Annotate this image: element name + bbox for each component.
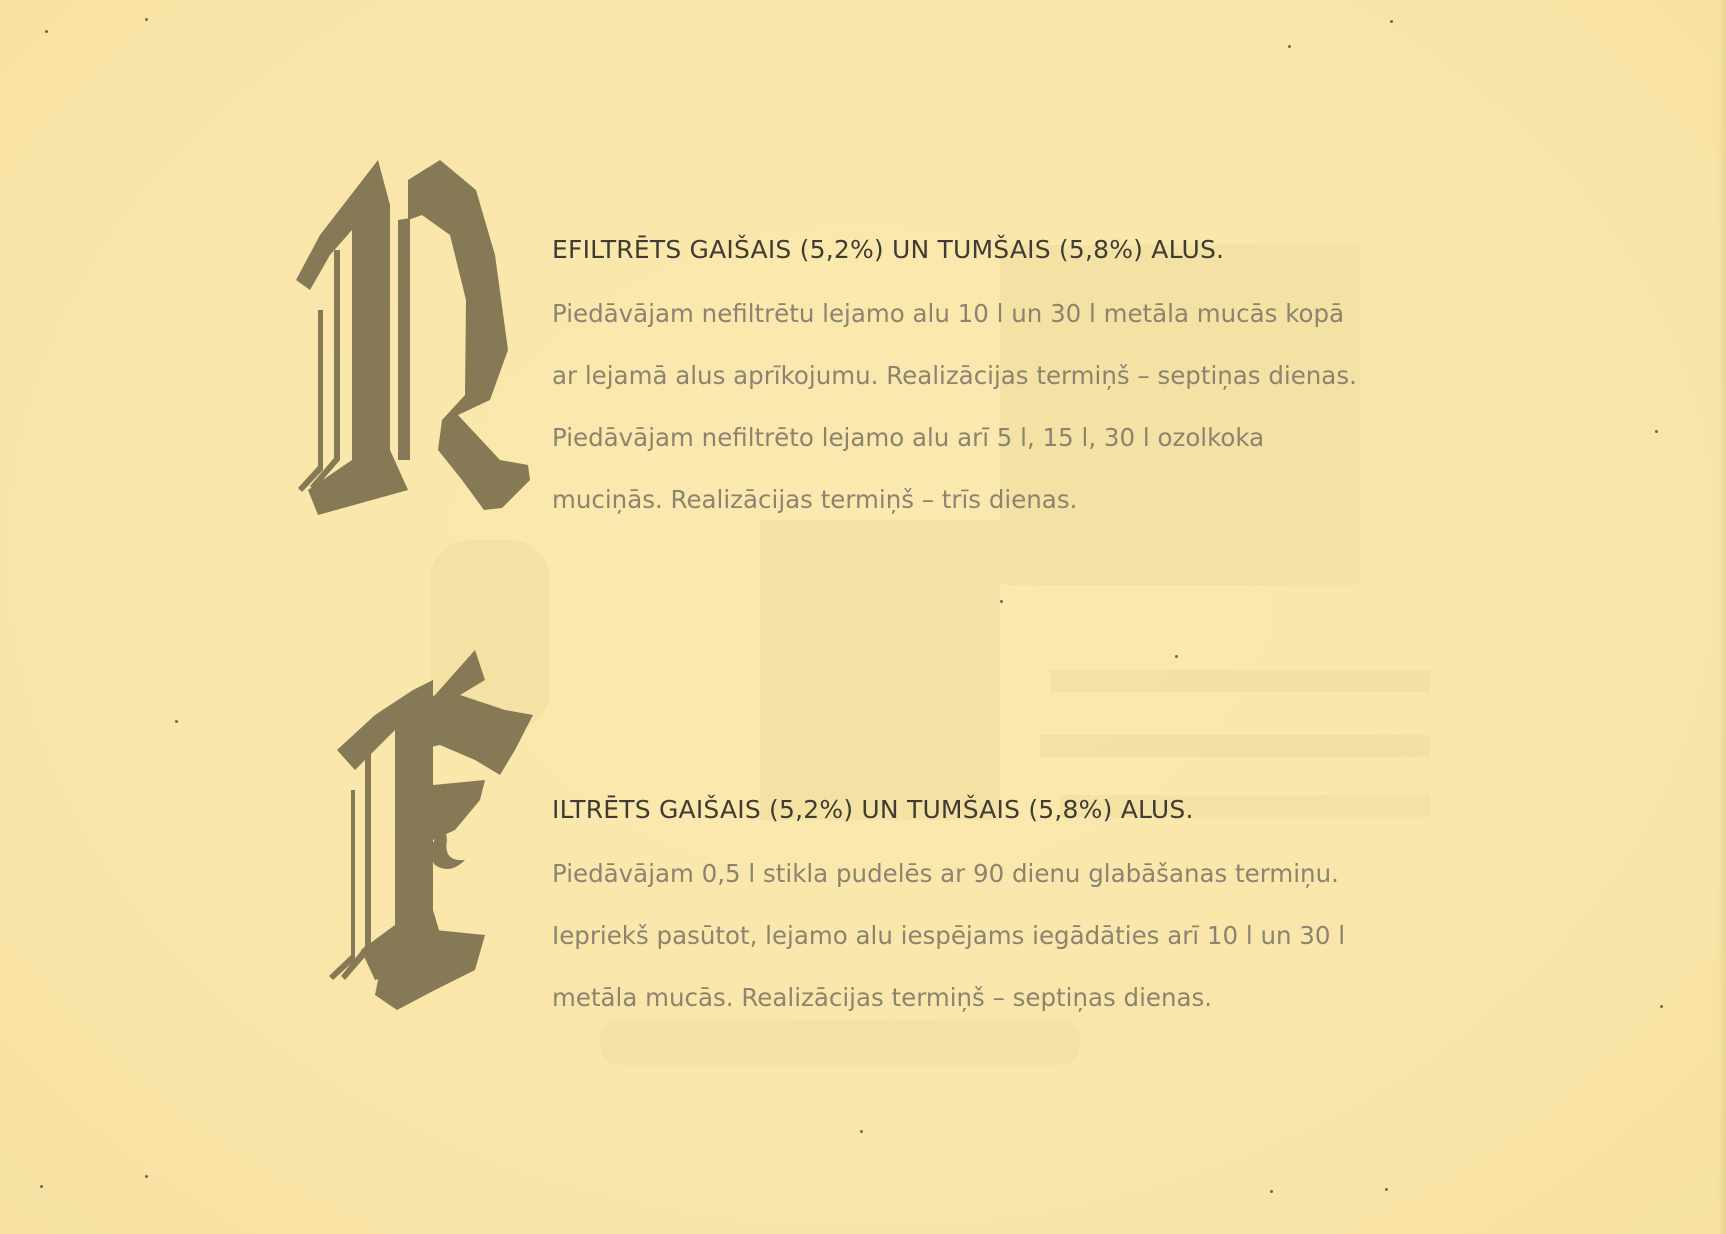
paper-speck — [1385, 1188, 1388, 1191]
paper-speck — [45, 30, 48, 33]
blackletter-n-icon — [290, 160, 530, 520]
paper-speck — [175, 720, 178, 723]
section-unfiltered-beer — [552, 235, 1552, 531]
paper-speck — [1270, 1190, 1273, 1193]
paper-speck — [1175, 655, 1178, 658]
body-line: Iepriekš pasūtot, lejamo alu iespējams iegādāties arī 10 l un 30 l — [552, 921, 1346, 950]
paper-speck — [1288, 45, 1291, 48]
paper-speck — [1000, 600, 1003, 603]
body-line: ar lejamā alus aprīkojumu. Realizācijas termiņš – septiņas dienas. — [552, 361, 1357, 390]
paper-speck — [1655, 430, 1658, 433]
body-line: muciņās. Realizācijas termiņš – trīs dienas. — [552, 485, 1078, 514]
blackletter-f-icon — [325, 650, 535, 1015]
body-line: Piedāvājam 0,5 l stikla pudelēs ar 90 dienu glabāšanas termiņu. — [552, 859, 1339, 888]
section-heading: EFILTRĒTS GAIŠAIS (5,2%) UN TUMŠAIS (5,8%) ALUS. — [552, 235, 1225, 264]
body-line: Piedāvājam nefiltrēto lejamo alu arī 5 l, 15 l, 30 l ozolkoka — [552, 423, 1265, 452]
section-heading: ILTRĒTS GAIŠAIS (5,2%) UN TUMŠAIS (5,8%) ALUS. — [552, 795, 1194, 824]
paper-speck — [40, 1185, 43, 1188]
paper-speck — [145, 18, 148, 21]
paper-speck — [1660, 1005, 1663, 1008]
section-filtered-beer — [552, 795, 1552, 1029]
paper-speck — [1390, 20, 1393, 23]
body-line: Piedāvājam nefiltrētu lejamo alu 10 l un 30 l metāla mucās kopā — [552, 299, 1345, 328]
paper-speck — [145, 1175, 148, 1178]
body-line: metāla mucās. Realizācijas termiņš – septiņas dienas. — [552, 983, 1213, 1012]
paper-speck — [860, 1130, 863, 1133]
